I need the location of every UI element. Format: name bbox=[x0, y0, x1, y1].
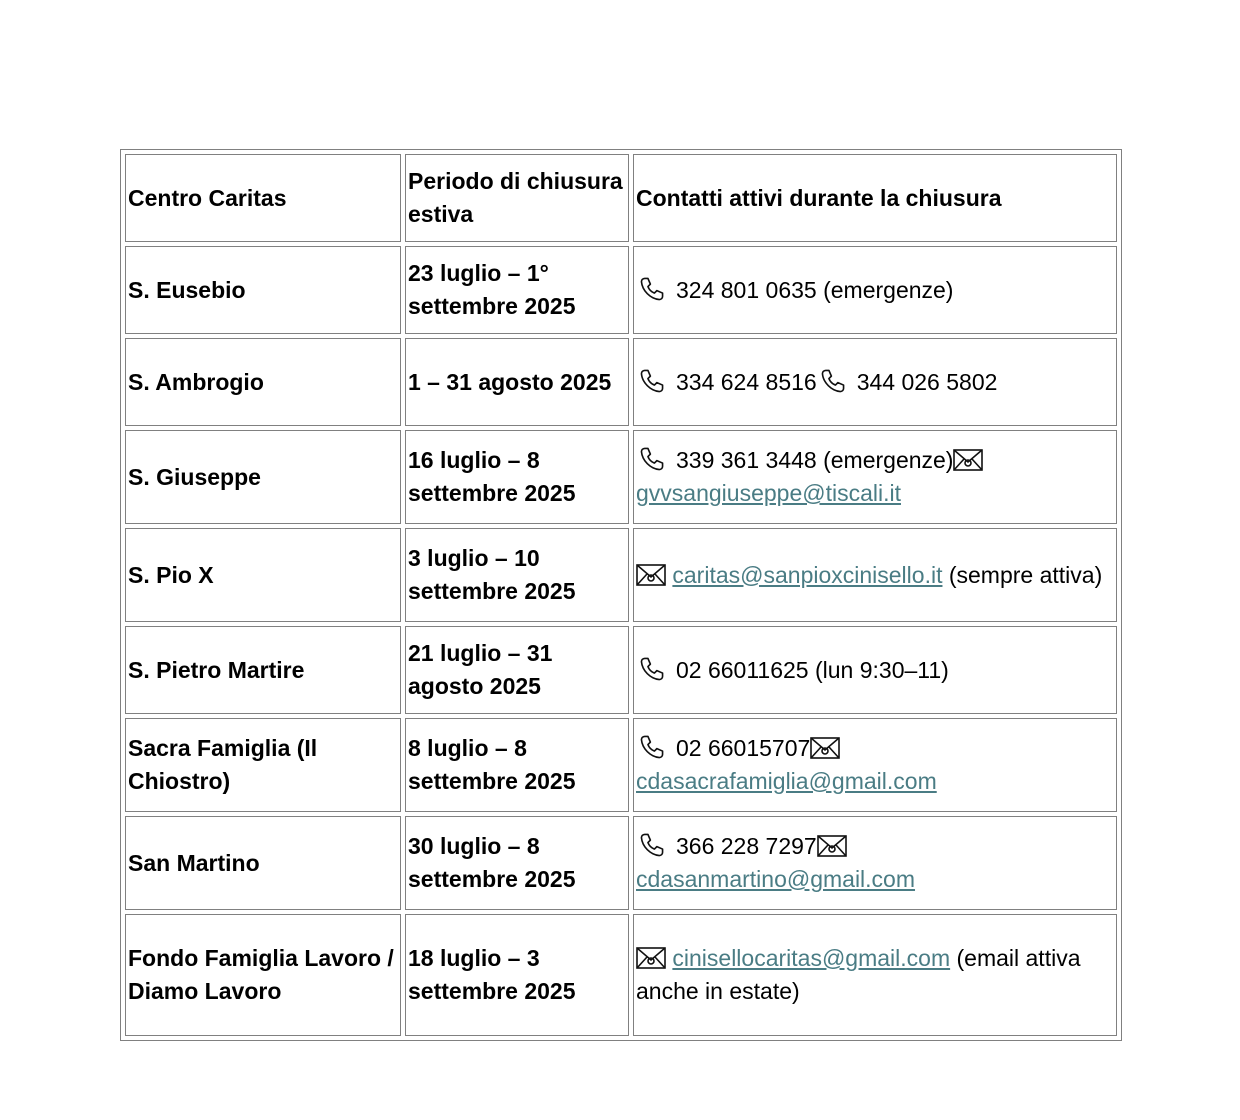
phone-icon bbox=[636, 734, 668, 760]
closure-period-cell: 1 – 31 agosto 2025 bbox=[405, 338, 629, 426]
center-name-cell: Fondo Famiglia Lavoro / Diamo Lavoro bbox=[125, 914, 401, 1036]
table-row bbox=[125, 626, 1117, 714]
contacts-cell bbox=[633, 528, 1117, 622]
phone-icon bbox=[636, 368, 668, 394]
contacts-cell bbox=[633, 338, 1117, 426]
phone-contact bbox=[636, 657, 949, 683]
phone-icon bbox=[636, 656, 668, 682]
table-row bbox=[125, 718, 1117, 812]
closure-period-cell: 16 luglio – 8 settembre 2025 bbox=[405, 430, 629, 524]
header-contacts: Contatti attivi durante la chiusura bbox=[633, 154, 1117, 242]
table-row bbox=[125, 246, 1117, 334]
envelope-icon bbox=[817, 833, 847, 855]
email-contact bbox=[636, 562, 1102, 588]
email-contact bbox=[636, 945, 1080, 1004]
table-row bbox=[125, 338, 1117, 426]
phone-number: 02 66015707 bbox=[676, 735, 811, 761]
center-name-cell: S. Ambrogio bbox=[125, 338, 401, 426]
closure-period-cell: 30 luglio – 8 settembre 2025 bbox=[405, 816, 629, 910]
envelope-icon bbox=[810, 735, 840, 757]
phone-icon bbox=[636, 446, 668, 472]
closure-period-cell: 23 luglio – 1° settembre 2025 bbox=[405, 246, 629, 334]
phone-icon bbox=[817, 368, 849, 394]
contacts-cell bbox=[633, 718, 1117, 812]
email-link[interactable]: caritas@sanpioxcinisello.it bbox=[672, 561, 943, 588]
email-link[interactable]: gvvsangiuseppe@tiscali.it bbox=[636, 480, 901, 506]
phone-number: 02 66011625 (lun 9:30–11) bbox=[676, 656, 949, 683]
contacts-cell bbox=[633, 816, 1117, 910]
caritas-schedule-table bbox=[120, 149, 1122, 1041]
phone-icon bbox=[636, 276, 668, 302]
contacts-cell bbox=[633, 246, 1117, 334]
email-link[interactable]: cinisellocaritas@gmail.com bbox=[672, 945, 951, 971]
closure-period-cell: 18 luglio – 3 settembre 2025 bbox=[405, 914, 629, 1036]
contacts-cell bbox=[633, 626, 1117, 714]
table-row bbox=[125, 816, 1117, 910]
phone-contact bbox=[817, 369, 998, 395]
phone-contact bbox=[636, 735, 810, 761]
email-link[interactable]: cdasacrafamiglia@gmail.com bbox=[636, 768, 937, 794]
phone-contact bbox=[636, 833, 817, 859]
header-center: Centro Caritas bbox=[125, 154, 401, 242]
phone-number: 339 361 3448 (emergenze) bbox=[676, 447, 954, 473]
center-name-cell: S. Giuseppe bbox=[125, 430, 401, 524]
envelope-icon bbox=[636, 562, 666, 584]
closure-period-cell: 21 luglio – 31 agosto 2025 bbox=[405, 626, 629, 714]
email-note: (sempre attiva) bbox=[942, 561, 1103, 588]
email-note: (email attiva anche in estate) bbox=[636, 945, 1081, 1004]
closure-period-cell: 3 luglio – 10 settembre 2025 bbox=[405, 528, 629, 622]
center-name-cell: S. Eusebio bbox=[125, 246, 401, 334]
center-name-cell: San Martino bbox=[125, 816, 401, 910]
header-row bbox=[125, 154, 1117, 242]
contacts-cell bbox=[633, 914, 1117, 1036]
envelope-icon bbox=[953, 447, 983, 469]
email-link[interactable]: cdasanmartino@gmail.com bbox=[636, 866, 916, 892]
phone-number: 324 801 0635 (emergenze) bbox=[676, 276, 954, 303]
center-name-cell: Sacra Famiglia (Il Chiostro) bbox=[125, 718, 401, 812]
closure-period-cell: 8 luglio – 8 settembre 2025 bbox=[405, 718, 629, 812]
table-row bbox=[125, 528, 1117, 622]
table-row bbox=[125, 430, 1117, 524]
center-name-cell: S. Pietro Martire bbox=[125, 626, 401, 714]
phone-icon bbox=[636, 832, 668, 858]
header-period: Periodo di chiusura estiva bbox=[405, 154, 629, 242]
phone-contact bbox=[636, 447, 953, 473]
table-row bbox=[125, 914, 1117, 1036]
center-name-cell: S. Pio X bbox=[125, 528, 401, 622]
contacts-cell bbox=[633, 430, 1117, 524]
phone-contact bbox=[636, 277, 953, 303]
phone-number: 366 228 7297 bbox=[676, 833, 817, 859]
phone-contact bbox=[636, 369, 817, 395]
phone-number: 344 026 5802 bbox=[856, 368, 998, 395]
envelope-icon bbox=[636, 945, 666, 967]
phone-number: 334 624 8516 bbox=[676, 368, 817, 395]
